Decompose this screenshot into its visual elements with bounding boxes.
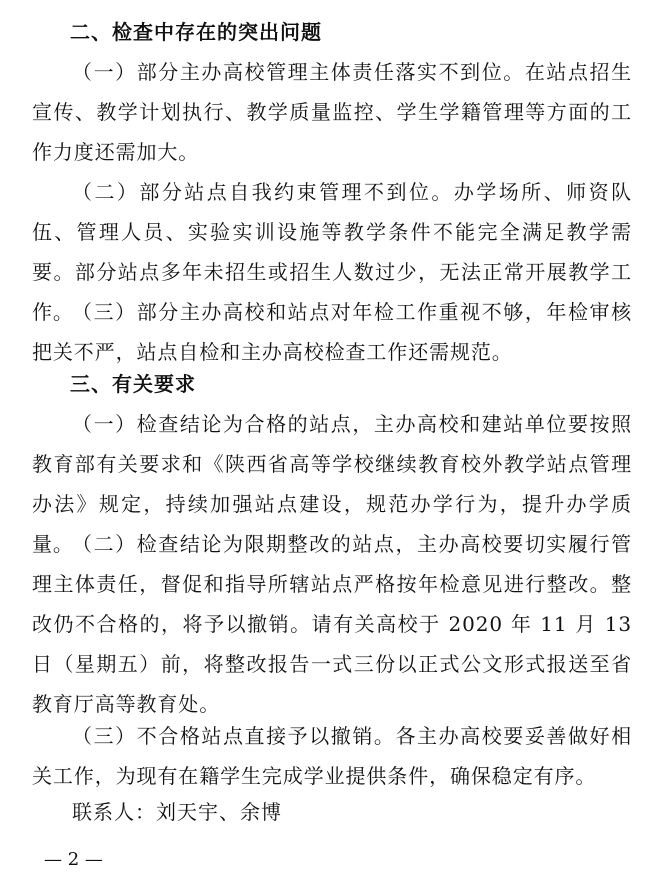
section-heading-requirements: 三、有关要求 xyxy=(70,372,196,396)
paragraph-problem-3: （三）部分主办高校和站点对年检工作重视不够，年检审核把关不严，站点自检和主办高校检查工作还需规范。 xyxy=(32,300,632,364)
page-number: — 2 — xyxy=(44,849,103,870)
paragraph-requirement-2: （二）检查结论为限期整改的站点，主办高校要切实履行管理主体责任，督促和指导所辖站点严格按年检意见进行整改。整改仍不合格的，将予以撤销。请有关高校于 2020 年 11 月 13 日（星期五）前，将整改报告一式三份以正式公文形式报送至省教育厅高等教育处。 xyxy=(32,532,632,716)
paragraph-requirement-3: （三）不合格站点直接予以撤销。各主办高校要妥善做好相关工作，为现有在籍学生完成学业提供条件，确保稳定有序。 xyxy=(32,724,632,788)
paragraph-problem-2: （二）部分站点自我约束管理不到位。办学场所、师资队伍、管理人员、实验实训设施等教学条件不能完全满足教学需要。部分站点多年未招生或招生人数过少，无法正常开展教学工作。 xyxy=(32,180,632,324)
paragraph-requirement-1: （一）检查结论为合格的站点，主办高校和建站单位要按照教育部有关要求和《陕西省高等学校继续教育校外教学站点管理办法》规定，持续加强站点建设，规范办学行为，提升办学质量。 xyxy=(32,412,632,556)
section-heading-problems: 二、检查中存在的突出问题 xyxy=(70,20,322,44)
paragraph-problem-1: （一）部分主办高校管理主体责任落实不到位。在站点招生宣传、教学计划执行、教学质量监控、学生学籍管理等方面的工作力度还需加大。 xyxy=(32,60,632,164)
contact-line: 联系人：刘天宇、余博 xyxy=(72,800,282,824)
